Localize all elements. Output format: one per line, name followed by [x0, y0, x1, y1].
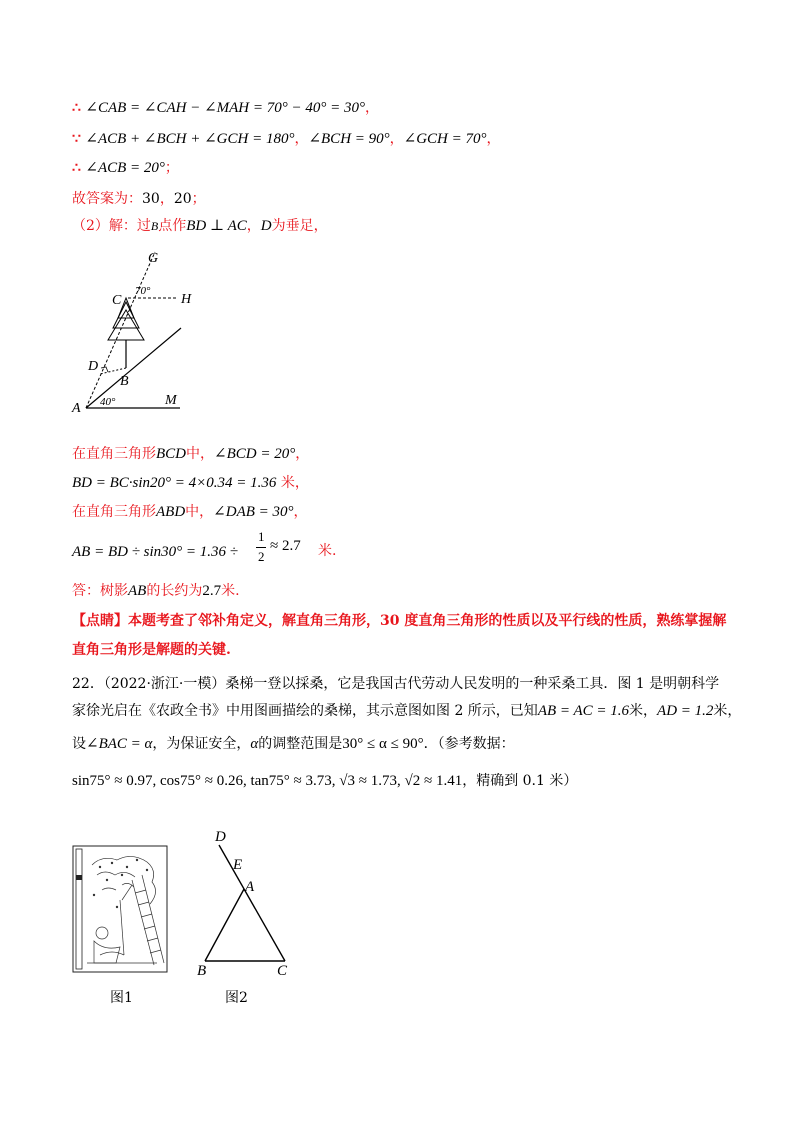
answer-value-1: 30 [142, 191, 160, 207]
tree-shadow-figure [68, 240, 198, 415]
label-b: B [120, 374, 129, 389]
triangle-abd: ABD [156, 504, 186, 520]
text: 的调整范围是 [258, 736, 343, 752]
angle-dab: ∠DAB = 30° [213, 504, 294, 520]
bd-equation: BD = BC·sin20° = 4×0.34 = 1.36 [72, 475, 277, 491]
ab-approx: ≈ 2.7 [270, 538, 301, 554]
part2-line [72, 215, 328, 235]
label-c: C [112, 293, 122, 308]
text: 答：树影 [72, 583, 128, 599]
sep: ， [294, 131, 309, 147]
ab-equation: AB = BD ÷ sin30° = 1.36 ÷ [72, 544, 239, 560]
final-value: 2.7 [202, 583, 222, 599]
line-ab [205, 889, 244, 961]
angle-bac: ∠BAC = α [86, 736, 153, 752]
text: 中， [186, 446, 214, 462]
text: 家徐光启在《农政全书》中用图画描绘的桑梯，其示意图如图 2 所示，已知 [72, 703, 538, 719]
suffix: ， [293, 504, 308, 520]
text: 中， [185, 504, 214, 520]
triangle-bcd: BCD [156, 446, 186, 462]
problem22-line-3 [72, 733, 515, 753]
bd-line [72, 472, 309, 492]
answer-label: 故答案为： [72, 191, 142, 207]
label-d: D [215, 829, 226, 845]
line-dc [219, 845, 285, 961]
label-b: B [197, 963, 207, 975]
comment-line-1: 【点睛】本题考查了邻补角定义，解直角三角形，30 度直角三角形的性质以及平行线的性质，熟练掌握解 [72, 613, 727, 629]
reference-data: sin75° ≈ 0.97, cos75° ≈ 0.26, tan75° ≈ 3.73, √3 ≈ 1.73, √2 ≈ 1.41 [72, 773, 463, 789]
caption-figure-1: 图1 [110, 990, 133, 1006]
ab-ac-equation: AB = AC = 1.6 [537, 703, 630, 719]
point-b: B [150, 219, 159, 233]
answer-line [72, 188, 206, 208]
unit: 米， [629, 703, 658, 719]
label-70: 70° [135, 285, 151, 297]
fraction-denominator: 2 [258, 549, 265, 564]
text: 米. [221, 583, 240, 599]
bcd-line [72, 443, 309, 463]
suffix: ， [295, 446, 310, 462]
fraction-bar [256, 547, 266, 548]
text: 的长约为 [146, 583, 203, 599]
because-symbol: ∵ [72, 131, 81, 147]
suffix: ， [486, 131, 501, 147]
perpendicular-expr: BD ⊥ AC [186, 218, 247, 234]
solution-line-1 [72, 97, 379, 117]
angle-bch-equation: ∠BCH = 90° [308, 131, 390, 147]
therefore-symbol: ∴ [72, 160, 81, 176]
unit: 米， [713, 703, 742, 719]
comment-line-2: 直角三角形是解题的关键. [72, 642, 231, 658]
suffix: ； [191, 191, 206, 207]
part2-text: （2）解：过 [72, 218, 151, 234]
final-answer-line [72, 580, 240, 600]
label-c: C [277, 963, 288, 975]
solution-line-3 [72, 157, 179, 177]
problem22-line-1: 22．（2022·浙江·一模）桑梯一登以採桑，它是我国古代劳动人民发明的一种采桑工具．图 1 是明朝科学 [72, 676, 720, 692]
part2-text: 为垂足， [271, 218, 328, 234]
part2-text: ， [246, 218, 261, 234]
caption-figure-2: 图2 [225, 990, 248, 1006]
sep: ， [159, 191, 174, 207]
label-40: 40° [100, 396, 116, 408]
angle-gch-equation: ∠GCH = 70° [403, 131, 487, 147]
point-d: D [260, 218, 272, 234]
label-a: A [72, 401, 81, 415]
angle-bcd: ∠BCD = 20° [214, 446, 296, 462]
fraction-numerator: 1 [258, 529, 265, 544]
part2-text: 点作 [158, 218, 187, 234]
label-m: M [165, 393, 177, 408]
text: 在直角三角形 [72, 446, 156, 462]
text: ，精确到 0.1 米） [462, 773, 578, 789]
angle-acb-equation: ∠ACB = 20° [85, 160, 165, 176]
segment-ab: AB [128, 583, 147, 599]
therefore-symbol: ∴ [72, 100, 81, 116]
text: ．（参考数据： [423, 736, 515, 752]
label-a: A [245, 879, 255, 895]
label-d: D [88, 359, 99, 374]
unit: 米， [280, 475, 309, 491]
alpha: α [250, 736, 259, 752]
problem22-line-2 [72, 700, 741, 720]
abd-line [72, 501, 308, 521]
sep: ， [389, 131, 404, 147]
answer-value-2: 20 [173, 191, 192, 207]
text: 在直角三角形 [72, 504, 156, 520]
angle-sum-equation: ∠ACB + ∠BCH + ∠GCH = 180° [85, 131, 295, 147]
suffix: ； [164, 160, 179, 176]
text: ，为保证安全， [152, 736, 251, 752]
mulberry-ladder-illustration [72, 845, 168, 973]
solution-line-2 [72, 128, 501, 148]
alpha-range: 30° ≤ α ≤ 90° [342, 736, 424, 752]
unit: 米. [318, 543, 337, 559]
label-h: H [181, 292, 192, 307]
angle-cab-equation: ∠CAB = ∠CAH − ∠MAH = 70° − 40° = 30° [85, 100, 366, 116]
line1-suffix: ， [365, 100, 380, 116]
label-g: G [148, 251, 159, 266]
ladder-schematic-figure [195, 825, 305, 975]
ad-equation: AD = 1.2 [657, 703, 714, 719]
text: 设 [72, 736, 86, 752]
label-e: E [233, 857, 243, 873]
problem22-line-4 [72, 770, 577, 790]
